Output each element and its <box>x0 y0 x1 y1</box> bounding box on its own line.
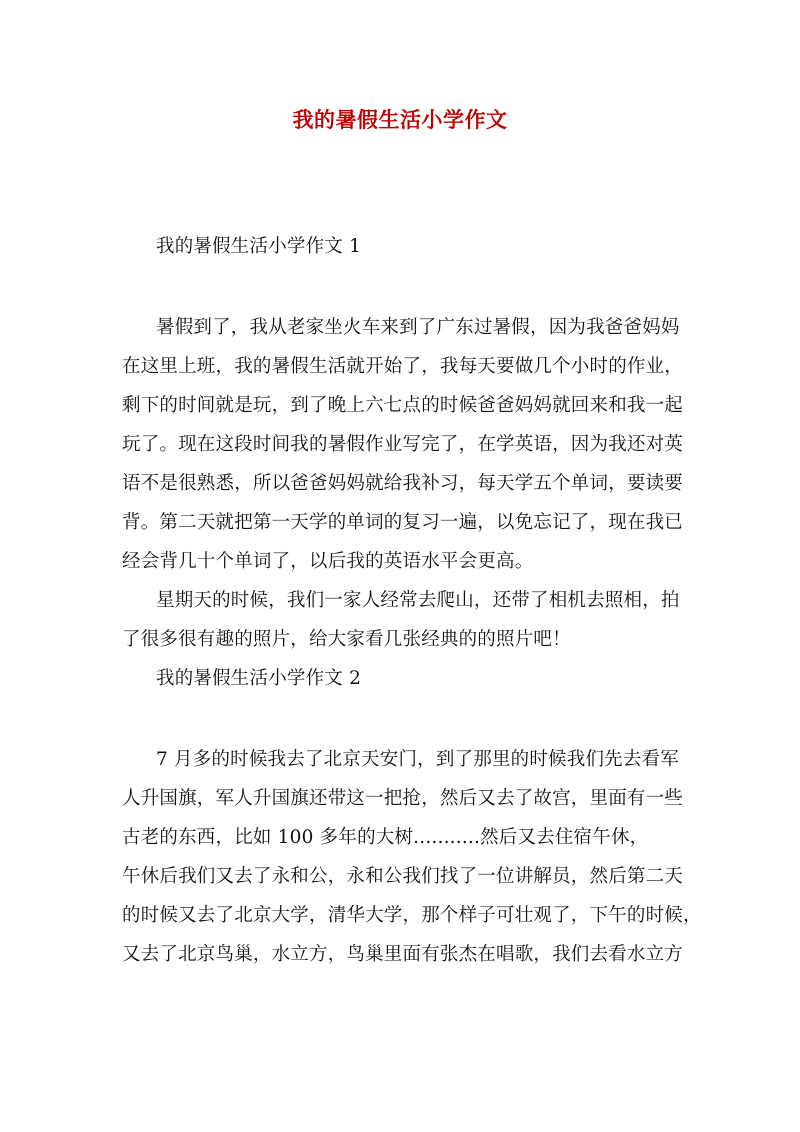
paragraph-line: 剩下的时间就是玩，到了晚上六七点的时候爸爸妈妈就回来和我一起 <box>122 395 684 416</box>
paragraph-line: 古老的东西，比如 100 多年的大树...........然后又去住宿午休， <box>122 827 649 848</box>
paragraph-line: 背。第二天就把第一天学的单词的复习一遍，以免忘记了，现在我已 <box>122 512 684 533</box>
page-title: 我的暑假生活小学作文 <box>292 107 508 132</box>
paragraph-line: 人升国旗，军人升国旗还带这一把抢，然后又去了故宫，里面有一些 <box>122 788 684 809</box>
paragraph-line: 又去了北京鸟巢，水立方，鸟巢里面有张杰在唱歌，我们去看水立方 <box>122 944 684 965</box>
paragraph-line: 星期天的时候，我们一家人经常去爬山，还带了相机去照相，拍 <box>156 590 680 611</box>
paragraph-line: 午休后我们又去了永和公，永和公我们找了一位讲解员，然后第二天 <box>122 866 684 887</box>
section-heading-2: 我的暑假生活小学作文 2 <box>156 668 362 689</box>
paragraph-line: 7 月多的时候我去了北京天安门，到了那里的时候我们先去看军 <box>156 749 679 770</box>
paragraph-line: 语不是很熟悉，所以爸爸妈妈就给我补习，每天学五个单词，要读要 <box>122 473 684 494</box>
section-heading-1: 我的暑假生活小学作文 1 <box>156 236 362 257</box>
paragraph-line: 了很多很有趣的照片，给大家看几张经典的的照片吧！ <box>122 629 571 650</box>
paragraph-line: 暑假到了，我从老家坐火车来到了广东过暑假，因为我爸爸妈妈 <box>156 317 680 338</box>
paragraph-line: 在这里上班，我的暑假生活就开始了，我每天要做几个小时的作业， <box>122 356 684 377</box>
paragraph-line: 的时候又去了北京大学，清华大学，那个样子可壮观了，下午的时候， <box>122 905 702 926</box>
paragraph-line: 玩了。现在这段时间我的暑假作业写完了，在学英语，因为我还对英 <box>122 434 684 455</box>
paragraph-line: 经会背几十个单词了，以后我的英语水平会更高。 <box>122 551 534 572</box>
